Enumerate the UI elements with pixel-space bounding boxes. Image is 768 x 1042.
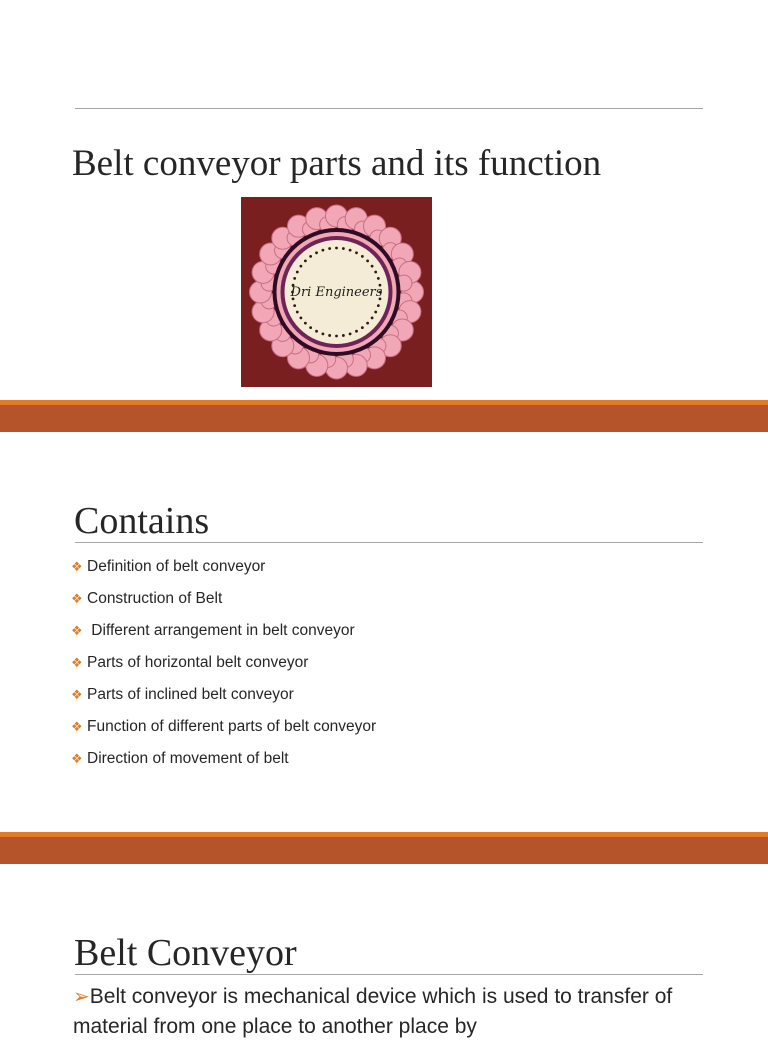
list-item: [71, 743, 376, 775]
definition-text: Belt conveyor is mechanical device which is used to transfer of material from one place to another place by: [73, 985, 673, 1038]
list-item-label: Parts of horizontal belt conveyor: [87, 654, 309, 671]
arrow-bullet-icon: ➢: [73, 986, 90, 1008]
diamond-bullet-icon: ❖: [71, 591, 83, 606]
contents-list: [71, 551, 376, 775]
contents-heading: Contains: [74, 500, 210, 542]
belt-conveyor-heading: Belt Conveyor: [74, 932, 297, 974]
contents-rule: [75, 542, 703, 543]
list-item-label: Definition of belt conveyor: [87, 558, 266, 575]
list-item: [71, 711, 376, 743]
list-item-label: Parts of inclined belt conveyor: [87, 686, 294, 703]
list-item-label: Construction of Belt: [87, 590, 223, 607]
list-item: [71, 551, 376, 583]
slide-title: [0, 0, 768, 400]
list-item: [71, 583, 376, 615]
diamond-bullet-icon: ❖: [71, 655, 83, 670]
presentation-title: Belt conveyor parts and its function: [72, 143, 602, 184]
slide-contents: [0, 432, 768, 832]
logo-text: Dri Engineers: [290, 285, 383, 300]
diamond-bullet-icon: ❖: [71, 623, 83, 638]
list-item: [71, 679, 376, 711]
dri-engineers-logo: [241, 197, 432, 387]
belt-conveyor-definition: [73, 982, 713, 1042]
list-item-label: Function of different parts of belt conveyor: [87, 718, 377, 735]
slide-separator: [0, 832, 768, 864]
list-item-label: Direction of movement of belt: [87, 750, 289, 767]
diamond-bullet-icon: ❖: [71, 687, 83, 702]
diamond-bullet-icon: ❖: [71, 559, 83, 574]
diamond-bullet-icon: ❖: [71, 719, 83, 734]
slide-belt-conveyor: [0, 864, 768, 1038]
slide-separator: [0, 400, 768, 432]
title-rule: [75, 108, 703, 109]
list-item: [71, 615, 376, 647]
list-item: [71, 647, 376, 679]
diamond-bullet-icon: ❖: [71, 751, 83, 766]
list-item-label: Different arrangement in belt conveyor: [87, 622, 355, 639]
belt-conveyor-rule: [75, 974, 703, 975]
